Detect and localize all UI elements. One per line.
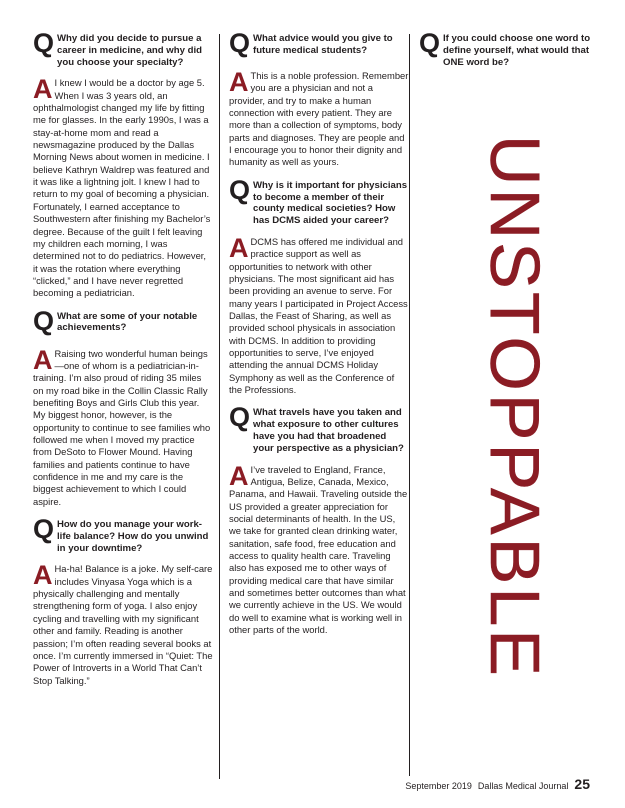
footer-issue: September 2019 <box>405 781 472 791</box>
a-letter: A <box>33 344 53 375</box>
a-letter: A <box>33 560 53 591</box>
qa-item <box>229 402 409 636</box>
question: Q If you could choose one word to define yourself, what would that ONE word be? <box>419 28 591 68</box>
question: Q How do you manage your work-life balance? How do you unwind in your downtime? <box>33 514 209 554</box>
column-3 <box>419 28 594 79</box>
q-letter: Q <box>419 28 441 58</box>
qa-item <box>33 305 213 508</box>
qa-item <box>229 174 409 397</box>
qa-item <box>33 514 213 687</box>
q-letter: Q <box>33 514 55 545</box>
column-rule-left <box>219 34 220 779</box>
answer: A Raising two wonderful human beings—one of whom is a pediatrician-in-training. I’m also proud of riding 35 miles on my road bike in the Collin Classic Rally benefiting Boys and Girls Club this year. My biggest honor, however, is the opportunity to continue to see families who followed me when I moved my practice from DeSoto to Flower Mound. Having families and patients continue to have confidence in me and my care is the biggest achievement to which I could aspire. <box>33 344 211 507</box>
answer: ADCMS has offered me individual and practice support as well as opportunities to network with other physicians. The most significant aid has been providing an avenue to serve. For many years I participated in Project Access Dallas, the Feast of Sharing, as well as provided school physicals in association with DCMS. In addition to providing opportunities to serve, I’ve enjoyed attending the annual DCMS Holiday Symphony as well as the Conference of the Professions. <box>229 232 408 396</box>
question: Q Why did you decide to pursue a career in medicine, and why did you choose your specialty? <box>33 28 203 68</box>
answer: A I knew I would be a doctor by age 5. When I was 3 years old, an ophthalmologist changed my life by fitting me for glasses. In the early 1990s, I was a stay-at-home mom and read a newsmagazine produced by the Dallas Morning News about women in medicine. I believe Kathryn Waldrep was featured and it was like a lightning jolt. I knew I had to return to my goal of becoming a physician. Fortunately, I earned acceptance to Southwestern after finishing my Bachelor’s degree. Because of the guilt I felt leaving my children each morning, I was determined not to do pediatrics. However, it was the rotation where everything “clicked,” and I have never regretted becoming a pediatrician. <box>33 74 211 299</box>
q-letter: Q <box>229 402 251 433</box>
page-number: 25 <box>574 776 590 792</box>
q-letter: Q <box>229 28 251 58</box>
footer-publication: Dallas Medical Journal <box>477 781 569 791</box>
a-letter: A <box>229 232 249 263</box>
column-1 <box>33 28 213 698</box>
question: Q Why is it important for physicians to become a member of their county medical societies? How has DCMS aided your career? <box>229 174 408 227</box>
one-word-text: UNSTOPPABLE <box>476 135 555 679</box>
q-letter: Q <box>33 28 55 58</box>
q-letter: Q <box>33 305 55 336</box>
qa-item <box>419 28 594 68</box>
answer: A Ha-ha! Balance is a joke. My self-care includes Vinyasa Yoga which is a physically challenging and mentally strengthening form of yoga. I also enjoy cycling and travelling with my significant other and family. Reading is another passion; I’m often reading several books at once. I’m currently immersed in “Quiet: The Power of Introverts in a World That Can’t Stop Talking.” <box>33 560 213 686</box>
qa-item <box>229 28 409 169</box>
answer: A This is a noble profession. Remember you are a physician and not a provider, and try to make a human connection with every patient. They are more than a collection of symptoms, body parts and diagnoses. They are people and I encourage you to honor their dignity and humanity as well as yours. <box>229 67 409 168</box>
qa-item <box>33 28 213 300</box>
page-footer <box>405 776 590 792</box>
a-letter: A <box>229 67 249 97</box>
q-letter: Q <box>229 174 251 205</box>
a-letter: A <box>229 460 249 491</box>
a-letter: A <box>33 74 53 105</box>
column-2 <box>229 28 409 647</box>
question: Q What advice would you give to future medical students? <box>229 28 393 58</box>
answer: A I’ve traveled to England, France, Antigua, Belize, Canada, Mexico, Panama, and Hawaii. Traveling outside the US provided a greater appreciation for social determinants of health. In the US, we take for granted clean drinking water, sanitation, safe food, free education and access to quality health care. Traveling also has exposed me to other ways of providing medical care that have similar and sometimes better outcomes than what we currently achieve in the US. We would do well to examine what is working well in other parts of the world. <box>229 460 408 636</box>
question: Q What are some of your notable achievements? <box>33 305 198 336</box>
question: Q What travels have you taken and what exposure to other cultures have you had that broadened your perspective as a physician? <box>229 402 404 454</box>
one-word-answer <box>415 112 615 702</box>
column-rule-right <box>409 34 410 776</box>
